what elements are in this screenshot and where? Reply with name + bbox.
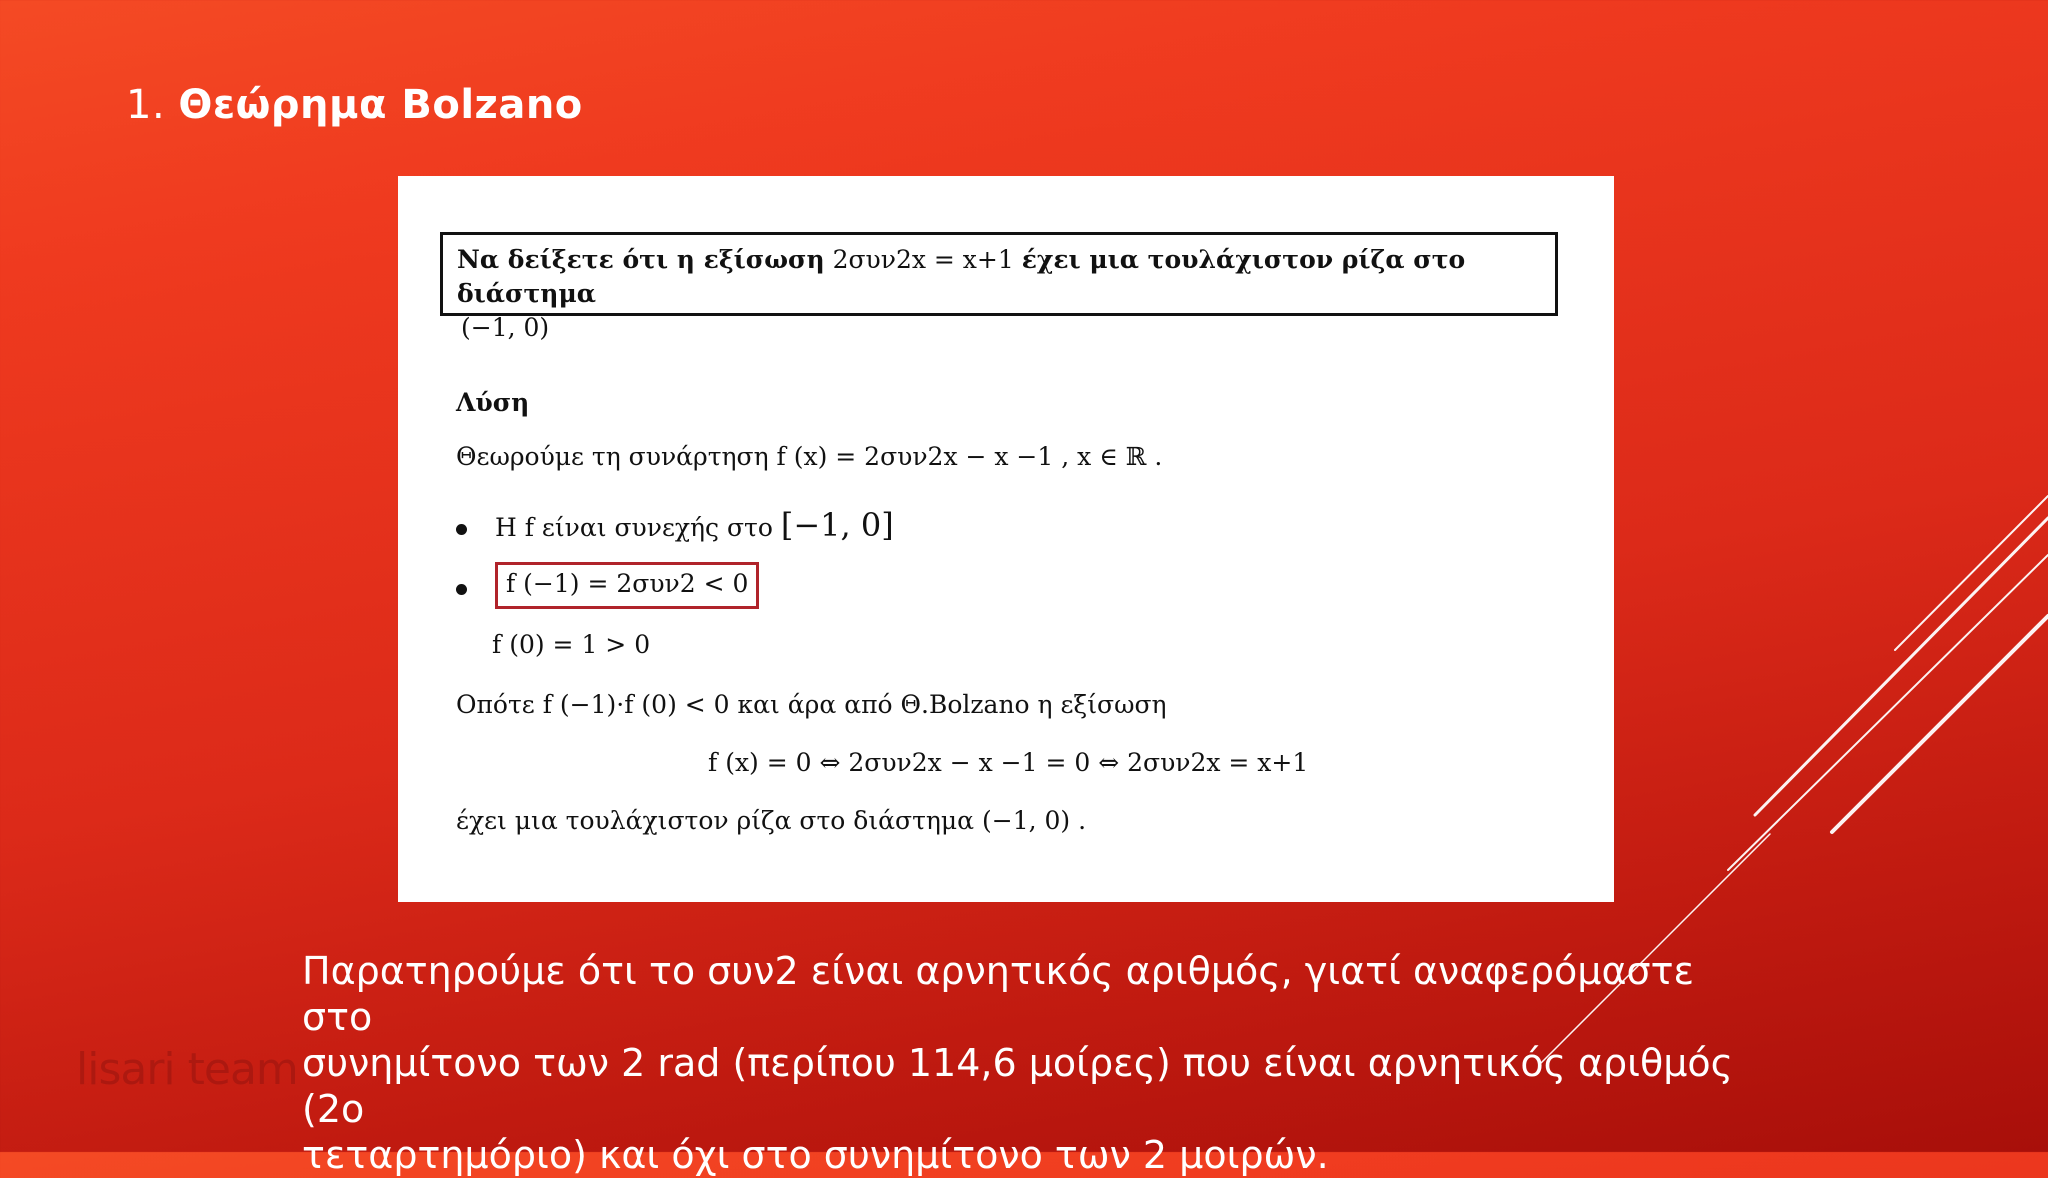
task-text-part2: έχει μια τουλάχιστον ρίζα στο διάστημα [457,245,1466,308]
task-statement-box [440,232,1558,342]
slide-title-number: 1. [126,82,166,128]
slide-title-text: Θεώρημα Bolzano [178,82,583,128]
hence-product: f (−1)·f (0) < 0 [542,690,730,719]
hence-suffix: και άρα από Θ.Bolzano η εξίσωση [737,690,1167,719]
bullet-icon [456,524,467,535]
slide-title [126,82,583,128]
continuity-bullet [456,506,894,544]
task-equation: 2συν2x = x+1 [832,245,1014,274]
final-conclusion-line [456,806,1086,835]
task-text-part1: Να δείξετε ότι η εξίσωση [457,245,825,274]
conclusion-text: έχει μια τουλάχιστον ρίζα στο διάστημα [456,806,975,835]
function-domain: , x ∈ ℝ . [1061,442,1163,471]
f-zero-value: f (0) = 1 > 0 [492,630,651,659]
function-definition: f (x) = 2συν2x − x −1 [776,442,1054,471]
explanation-note [302,948,1742,1178]
task-interval: (−1, 0) [461,313,550,342]
function-definition-line [456,442,1162,471]
conclusion-interval: (−1, 0) . [982,806,1087,835]
note-line-1: Παρατηρούμε ότι το συν2 είναι αρνητικός αριθμός, γιατί αναφερόμαστε στο [302,949,1694,1039]
watermark: lisari team [76,1044,298,1095]
hence-prefix: Οπότε [456,690,535,719]
equivalence-equation: f (x) = 0 ⇔ 2συν2x − x −1 = 0 ⇔ 2συν2x = x+1 [708,748,1309,777]
highlighted-value-box: f (−1) = 2συν2 < 0 [495,562,759,609]
sign-bullet [456,566,759,613]
solution-document-image [398,176,1614,902]
bullet-icon [456,584,467,595]
solution-heading: Λύση [456,388,530,417]
continuity-interval: [−1, 0] [780,506,894,544]
continuity-text: H f είναι συνεχής στο [494,513,773,542]
consider-text: Θεωρούμε τη συνάρτηση [456,442,769,471]
bolzano-conclusion-line [456,690,1167,719]
note-line-2: συνημίτονο των 2 rad (περίπου 114,6 μοίρες) που είναι αρνητικός αριθμός (2ο [302,1041,1733,1131]
note-line-3: τεταρτημόριο) και όχι στο συνημίτονο των 2 μοιρών. [302,1133,1329,1177]
